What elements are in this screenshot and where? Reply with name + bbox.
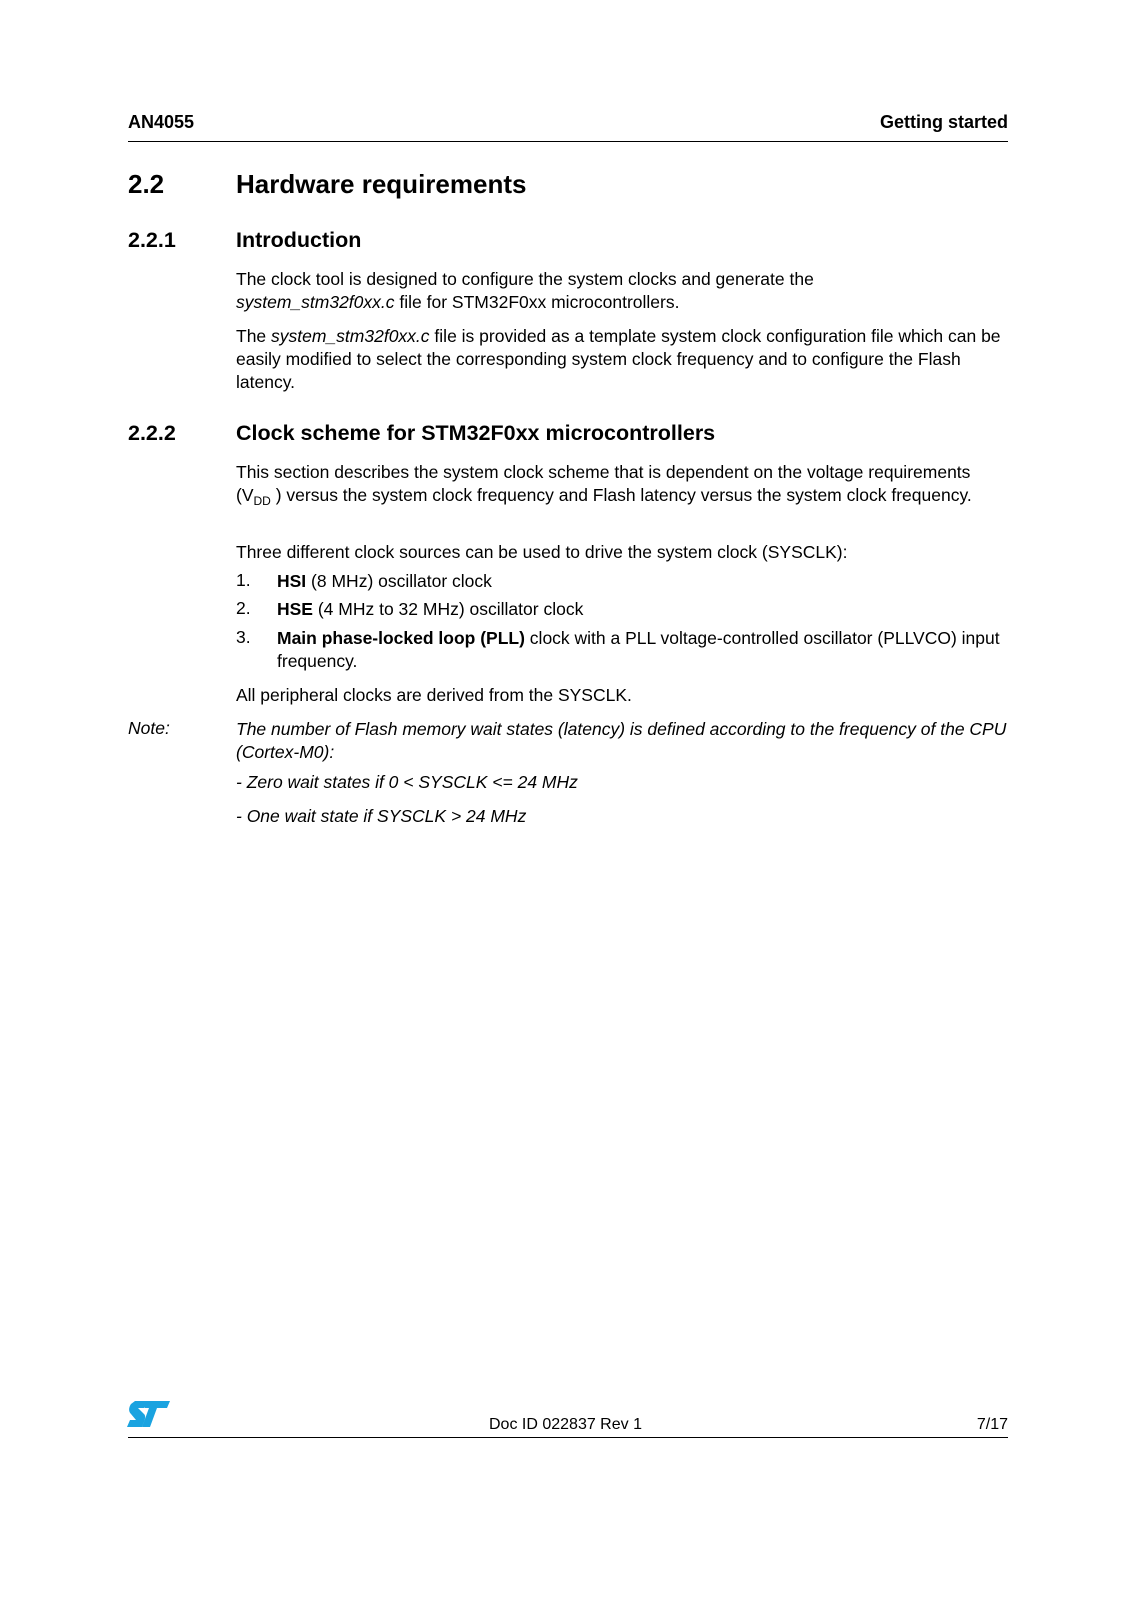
list-item-1-text: (8 MHz) oscillator clock bbox=[306, 571, 492, 591]
list-item-2 bbox=[277, 598, 1007, 621]
subsection-1-number: 2.2.1 bbox=[128, 228, 176, 252]
intro-paragraph-1 bbox=[236, 268, 1010, 314]
note-label: Note: bbox=[128, 718, 170, 738]
note-line-1: - Zero wait states if 0 < SYSCLK <= 24 MHz bbox=[236, 772, 578, 792]
cs-p1-subscript: DD bbox=[253, 494, 271, 508]
clock-scheme-paragraph-3: All peripheral clocks are derived from the SYSCLK. bbox=[236, 685, 632, 705]
list-item-2-text: (4 MHz to 32 MHz) oscillator clock bbox=[312, 599, 584, 619]
footer-rule bbox=[128, 1437, 1008, 1438]
list-number-2: 2. bbox=[236, 598, 251, 618]
list-item-3-term: Main phase-locked loop (PLL) bbox=[277, 628, 525, 648]
list-number-3: 3. bbox=[236, 627, 251, 647]
intro-p2-text-a: The bbox=[236, 326, 272, 346]
section-number: 2.2 bbox=[128, 169, 165, 199]
section-title: Hardware requirements bbox=[236, 169, 527, 199]
subsection-2-number: 2.2.2 bbox=[128, 421, 176, 445]
intro-p1-text-a: The clock tool is designed to configure the system clocks and generate the bbox=[236, 269, 814, 289]
note-text: The number of Flash memory wait states (latency) is defined according to the frequency of the CPU (Cortex-M0): bbox=[236, 719, 1007, 762]
doc-code: AN4055 bbox=[128, 112, 195, 132]
intro-p2-text-b: file is provided as a template system clock configuration file which can be easily modified to select the corresponding system clock frequency and to configure the Flash latency. bbox=[236, 326, 1001, 392]
clock-scheme-paragraph-1 bbox=[236, 461, 1010, 507]
subsection-1-title: Introduction bbox=[236, 228, 362, 252]
list-item-3 bbox=[277, 627, 1007, 673]
cs-p1-text-b: ) versus the system clock frequency and Flash latency versus the system clock frequency. bbox=[270, 485, 972, 505]
footer-doc-id: Doc ID 022837 Rev 1 bbox=[489, 1416, 642, 1433]
footer-page-number: 7/17 bbox=[976, 1416, 1008, 1433]
intro-p2-filename: system_stm32f0xx.c bbox=[271, 326, 430, 346]
intro-p1-text-b: file for STM32F0xx microcontrollers. bbox=[394, 292, 680, 312]
list-number-1: 1. bbox=[236, 570, 251, 590]
note-line-2: - One wait state if SYSCLK > 24 MHz bbox=[236, 806, 527, 826]
list-item-3-text: clock with a PLL voltage-controlled oscillator (PLLVCO) input frequency. bbox=[277, 628, 1000, 671]
intro-paragraph-2 bbox=[236, 325, 1010, 394]
header-rule bbox=[128, 141, 1008, 142]
list-item-2-term: HSE bbox=[277, 599, 313, 619]
subsection-2-title: Clock scheme for STM32F0xx microcontrollers bbox=[236, 421, 716, 445]
list-item-1 bbox=[277, 570, 1007, 593]
clock-scheme-paragraph-2: Three different clock sources can be used to drive the system clock (SYSCLK): bbox=[236, 542, 848, 562]
intro-p1-filename: system_stm32f0xx.c bbox=[236, 292, 395, 312]
list-item-1-term: HSI bbox=[277, 571, 307, 591]
running-section-title: Getting started bbox=[879, 112, 1008, 132]
cs-p1-text-a: This section describes the system clock scheme that is dependent on the voltage requirements (V bbox=[236, 462, 971, 505]
